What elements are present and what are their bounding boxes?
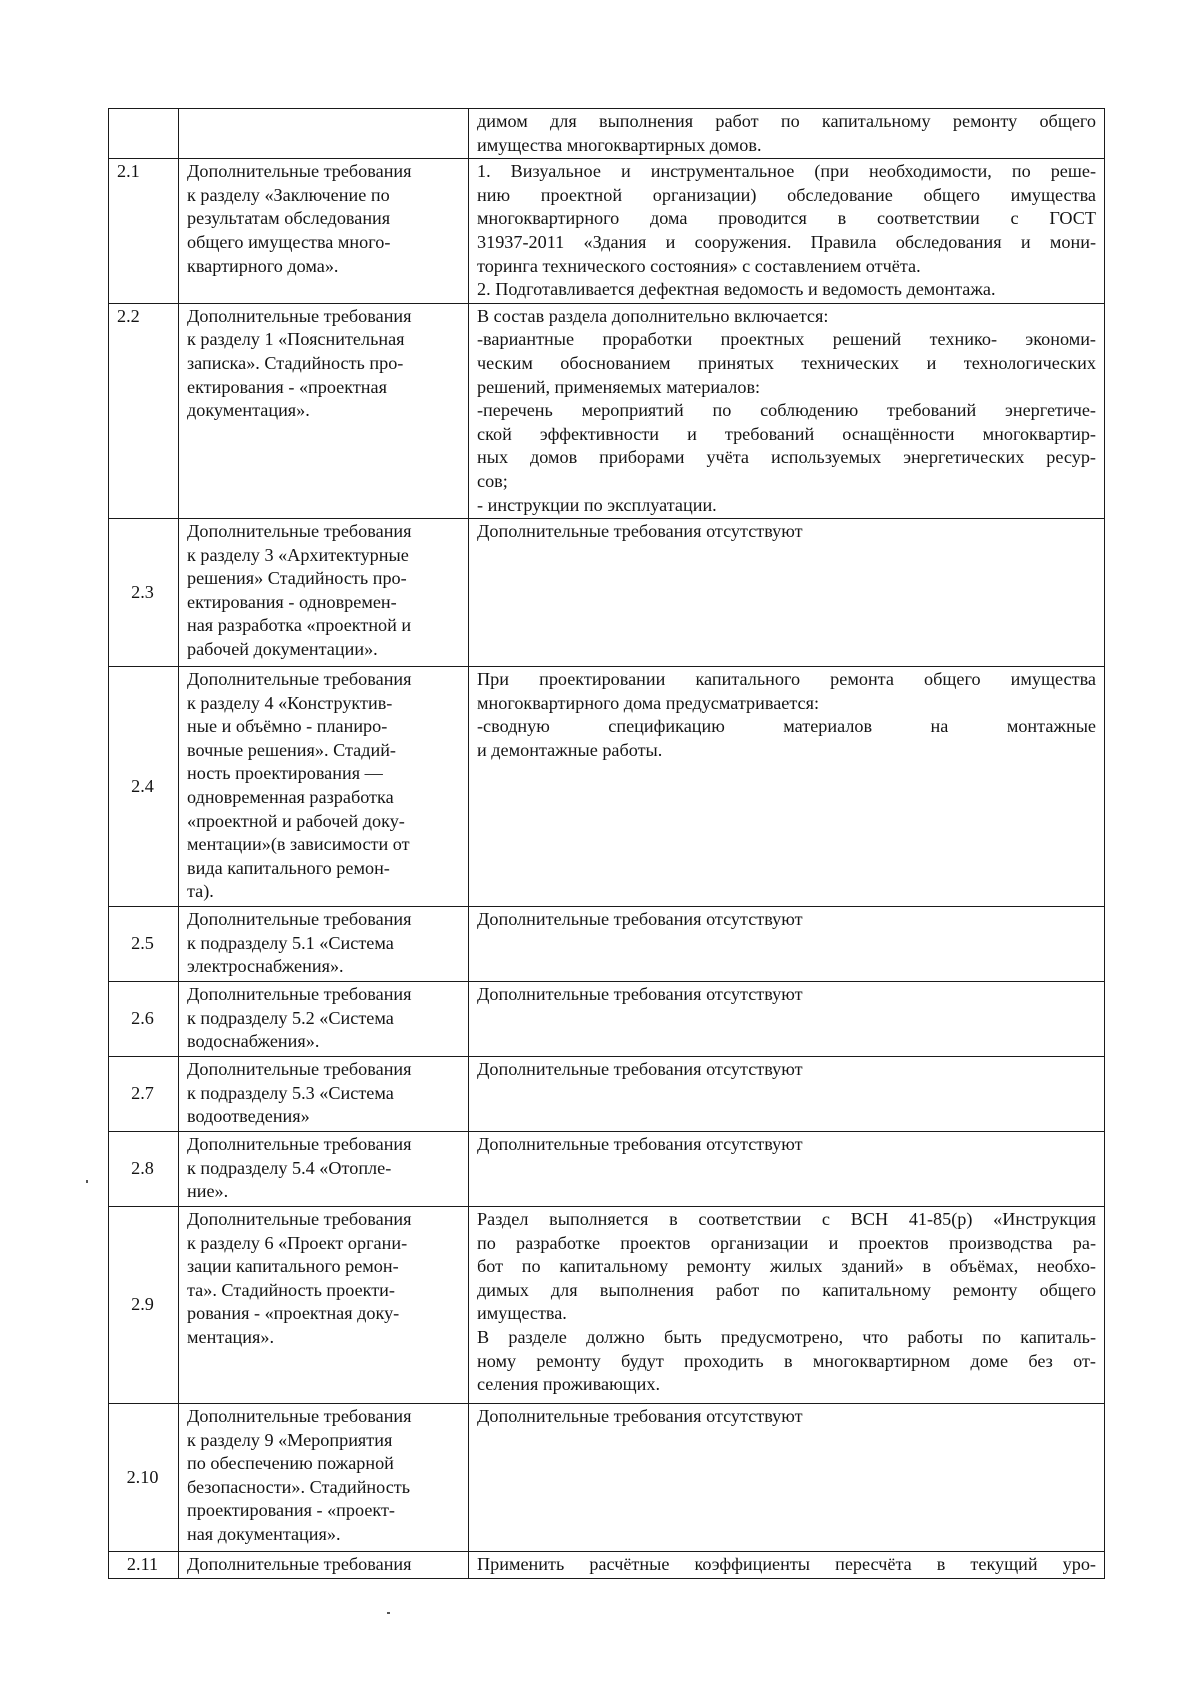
- row-number: 2.8: [109, 1132, 179, 1207]
- row-number: 2.4: [109, 667, 179, 907]
- row-number: 2.10: [109, 1404, 179, 1552]
- row-number: 2.9: [109, 1207, 179, 1404]
- requirement-content: Дополнительные требования отсутствуют: [469, 1404, 1105, 1552]
- row-number: 2.1: [109, 159, 179, 304]
- table-row: [109, 303, 1105, 518]
- table-row: [109, 159, 1105, 304]
- row-number: [109, 109, 179, 159]
- scan-speck: [387, 1612, 390, 1614]
- table-row: [109, 1207, 1105, 1404]
- requirement-content: Дополнительные требования отсутствуют: [469, 907, 1105, 982]
- requirement-title: Дополнительные требования к разделу 9 «Мероприятия по обеспечению пожарной безопасности». Стадийность проектирования - «проект- ная документация».: [179, 1404, 469, 1552]
- requirement-title: Дополнительные требования к разделу 6 «Проект органи- зации капитального ремон- та». Стадийность проекти- рования - «проектная доку- ментация».: [179, 1207, 469, 1404]
- requirement-content: димом для выполнения работ по капитальному ремонту общего имущества многоквартирных домов.: [469, 109, 1105, 159]
- row-number: 2.6: [109, 982, 179, 1057]
- requirement-title: Дополнительные требования к подразделу 5.3 «Система водоотведения»: [179, 1057, 469, 1132]
- requirement-title: Дополнительные требования к разделу «Заключение по результатам обследования общего имущества много- квартирного дома».: [179, 159, 469, 304]
- requirement-content: При проектировании капитального ремонта общего имущества многоквартирного дома предусматривается: -сводную спецификацию материалов на монтажные и демонтажные работы.: [469, 667, 1105, 907]
- row-number: 2.3: [109, 519, 179, 667]
- requirement-content: Применить расчётные коэффициенты пересчёта в текущий уро-: [469, 1552, 1105, 1579]
- requirement-content: Дополнительные требования отсутствуют: [469, 519, 1105, 667]
- requirement-title: Дополнительные требования к подразделу 5.1 «Система электроснабжения».: [179, 907, 469, 982]
- table-row: [109, 1057, 1105, 1132]
- table-row: [109, 1552, 1105, 1579]
- row-number: 2.7: [109, 1057, 179, 1132]
- requirement-title: Дополнительные требования к подразделу 5.4 «Отопле- ние».: [179, 1132, 469, 1207]
- row-number: 2.2: [109, 303, 179, 518]
- table-row: [109, 982, 1105, 1057]
- requirement-title: Дополнительные требования к разделу 3 «Архитектурные решения» Стадийность про- ектирования - одновремен- ная разработка «проектной и рабочей документации».: [179, 519, 469, 667]
- row-number: 2.5: [109, 907, 179, 982]
- requirement-content: Раздел выполняется в соответствии с ВСН 41-85(р) «Инструкция по разработке проектов организации и проектов производства ра- бот по капитальному ремонту жилых зданий» в объёмах, необхо- димых для выполнения работ по капитальному ремонту общего имущества. В разделе должно быть предусмотрено, что работы по капиталь- ному ремонту будут проходить в многоквартирном доме без от- селения проживающих.: [469, 1207, 1105, 1404]
- scan-speck: [86, 1180, 88, 1183]
- requirement-content: В состав раздела дополнительно включается: -вариантные проработки проектных решений технико- экономи- ческим обоснованием принятых технических и технологических решений, применяемых материалов: -перечень мероприятий по соблюдению требований энергетиче- ской эффективности и требований оснащённости многоквартир- ных домов приборами учёта используемых энергетических ресур- сов; - инструкции по эксплуатации.: [469, 303, 1105, 518]
- requirement-title: [179, 109, 469, 159]
- requirement-title: Дополнительные требования к подразделу 5.2 «Система водоснабжения».: [179, 982, 469, 1057]
- table-row: [109, 1404, 1105, 1552]
- requirement-content: Дополнительные требования отсутствуют: [469, 1057, 1105, 1132]
- requirement-content: Дополнительные требования отсутствуют: [469, 982, 1105, 1057]
- requirement-title: Дополнительные требования: [179, 1552, 469, 1579]
- requirement-title: Дополнительные требования к разделу 1 «Пояснительная записка». Стадийность про- ектирования - «проектная документация».: [179, 303, 469, 518]
- requirement-title: Дополнительные требования к разделу 4 «Конструктив- ные и объёмно - планиро- вочные решения». Стадий- ность проектирования — одновременная разработка «проектной и рабочей доку- ментации»(в зависимости от вида капитального ремон- та).: [179, 667, 469, 907]
- table-row: [109, 109, 1105, 159]
- table-row: [109, 907, 1105, 982]
- table-row: [109, 667, 1105, 907]
- requirement-content: 1. Визуальное и инструментальное (при необходимости, по реше- нию проектной организации) обследование общего имущества многоквартирного дома проводится в соответствии с ГОСТ 31937-2011 «Здания и сооружения. Правила обследования и мони- торинга технического состояния» с составлением отчёта. 2. Подготавливается дефектная ведомость и ведомость демонтажа.: [469, 159, 1105, 304]
- requirement-content: Дополнительные требования отсутствуют: [469, 1132, 1105, 1207]
- table-row: [109, 519, 1105, 667]
- requirements-table: [108, 108, 1105, 1579]
- table-row: [109, 1132, 1105, 1207]
- row-number: 2.11: [109, 1552, 179, 1579]
